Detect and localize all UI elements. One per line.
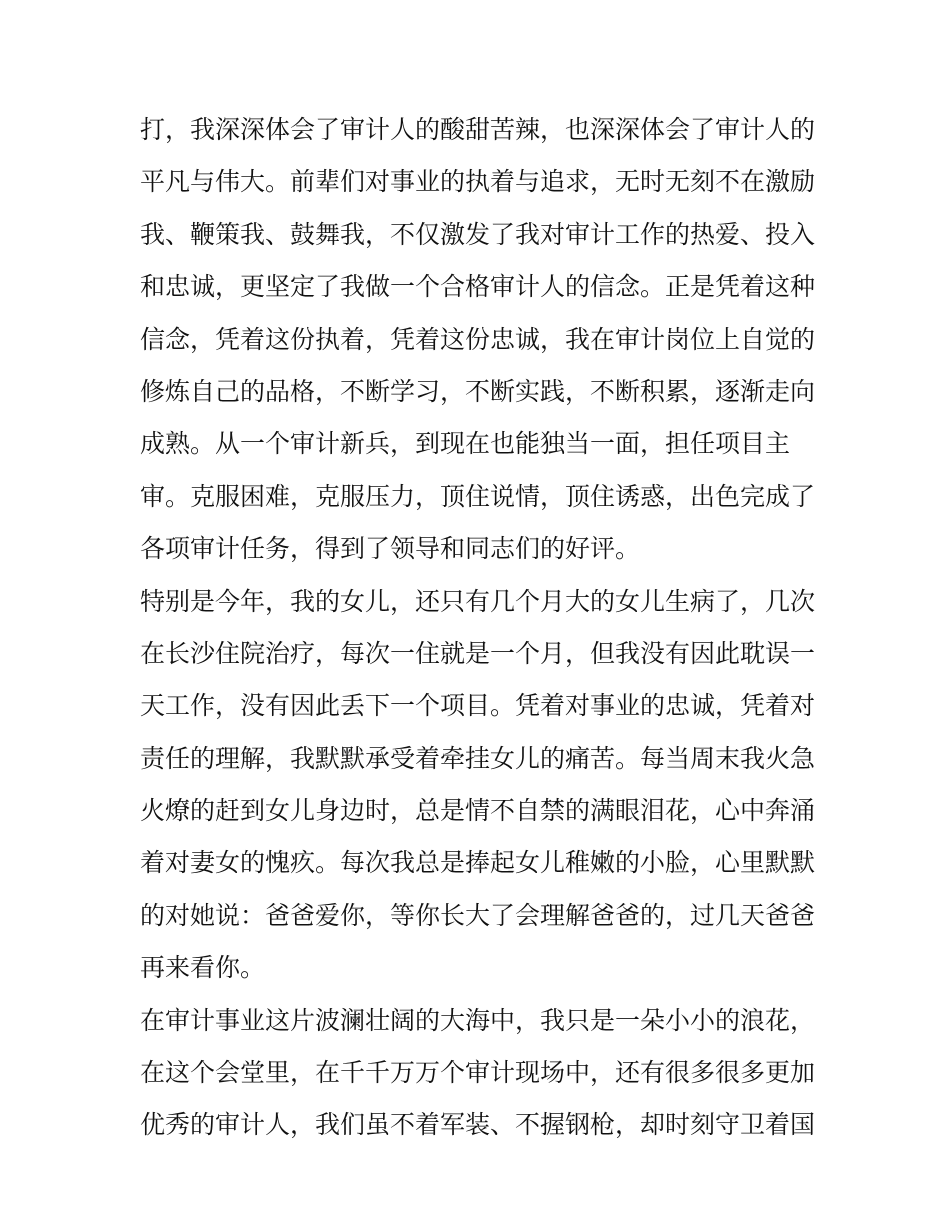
text-line: 优秀的审计人，我们虽不着军装、不握钢枪，却时刻守卫着国: [140, 1110, 816, 1140]
text-line: 和忠诚，更坚定了我做一个合格审计人的信念。正是凭着这种: [140, 272, 816, 302]
text-line: 特别是今年，我的女儿，还只有几个月大的女儿生病了，几次: [140, 586, 816, 616]
text-line: 审。克服困难，克服压力，顶住说情，顶住诱惑，出色完成了: [140, 481, 816, 511]
text-line: 责任的理解，我默默承受着牵挂女儿的痛苦。每当周末我火急: [140, 743, 816, 773]
text-line: 在长沙住院治疗，每次一住就是一个月，但我没有因此耽误一: [140, 638, 816, 668]
text-line: 信念，凭着这份执着，凭着这份忠诚，我在审计岗位上自觉的: [140, 324, 816, 354]
text-line: 的对她说：爸爸爱你，等你长大了会理解爸爸的，过几天爸爸: [140, 900, 816, 930]
text-line: 天工作，没有因此丢下一个项目。凭着对事业的忠诚，凭着对: [140, 691, 816, 721]
text-line: 成熟。从一个审计新兵，到现在也能独当一面，担任项目主: [140, 429, 791, 459]
text-line: 在这个会堂里，在千千万万个审计现场中，还有很多很多更加: [140, 1058, 816, 1088]
text-line: 火燎的赶到女儿身边时，总是情不自禁的满眼泪花，心中奔涌: [140, 796, 816, 826]
text-line: 在审计事业这片波澜壮阔的大海中，我只是一朵小小的浪花，: [140, 1005, 816, 1035]
text-line: 修炼自己的品格，不断学习，不断实践，不断积累，逐渐走向: [140, 376, 816, 406]
text-line: 打，我深深体会了审计人的酸甜苦辣，也深深体会了审计人的: [140, 115, 816, 144]
text-line: 我、鞭策我、鼓舞我，不仅激发了我对审计工作的热爱、投入: [140, 219, 816, 249]
text-line: 平凡与伟大。前辈们对事业的执着与追求，无时无刻不在激励: [140, 167, 816, 197]
text-line: 再来看你。: [140, 953, 266, 983]
document-body: [140, 104, 820, 1152]
text-line: 各项审计任务，得到了领导和同志们的好评。: [140, 534, 641, 564]
text-line: 着对妻女的愧疚。每次我总是捧起女儿稚嫩的小脸，心里默默: [140, 848, 816, 878]
